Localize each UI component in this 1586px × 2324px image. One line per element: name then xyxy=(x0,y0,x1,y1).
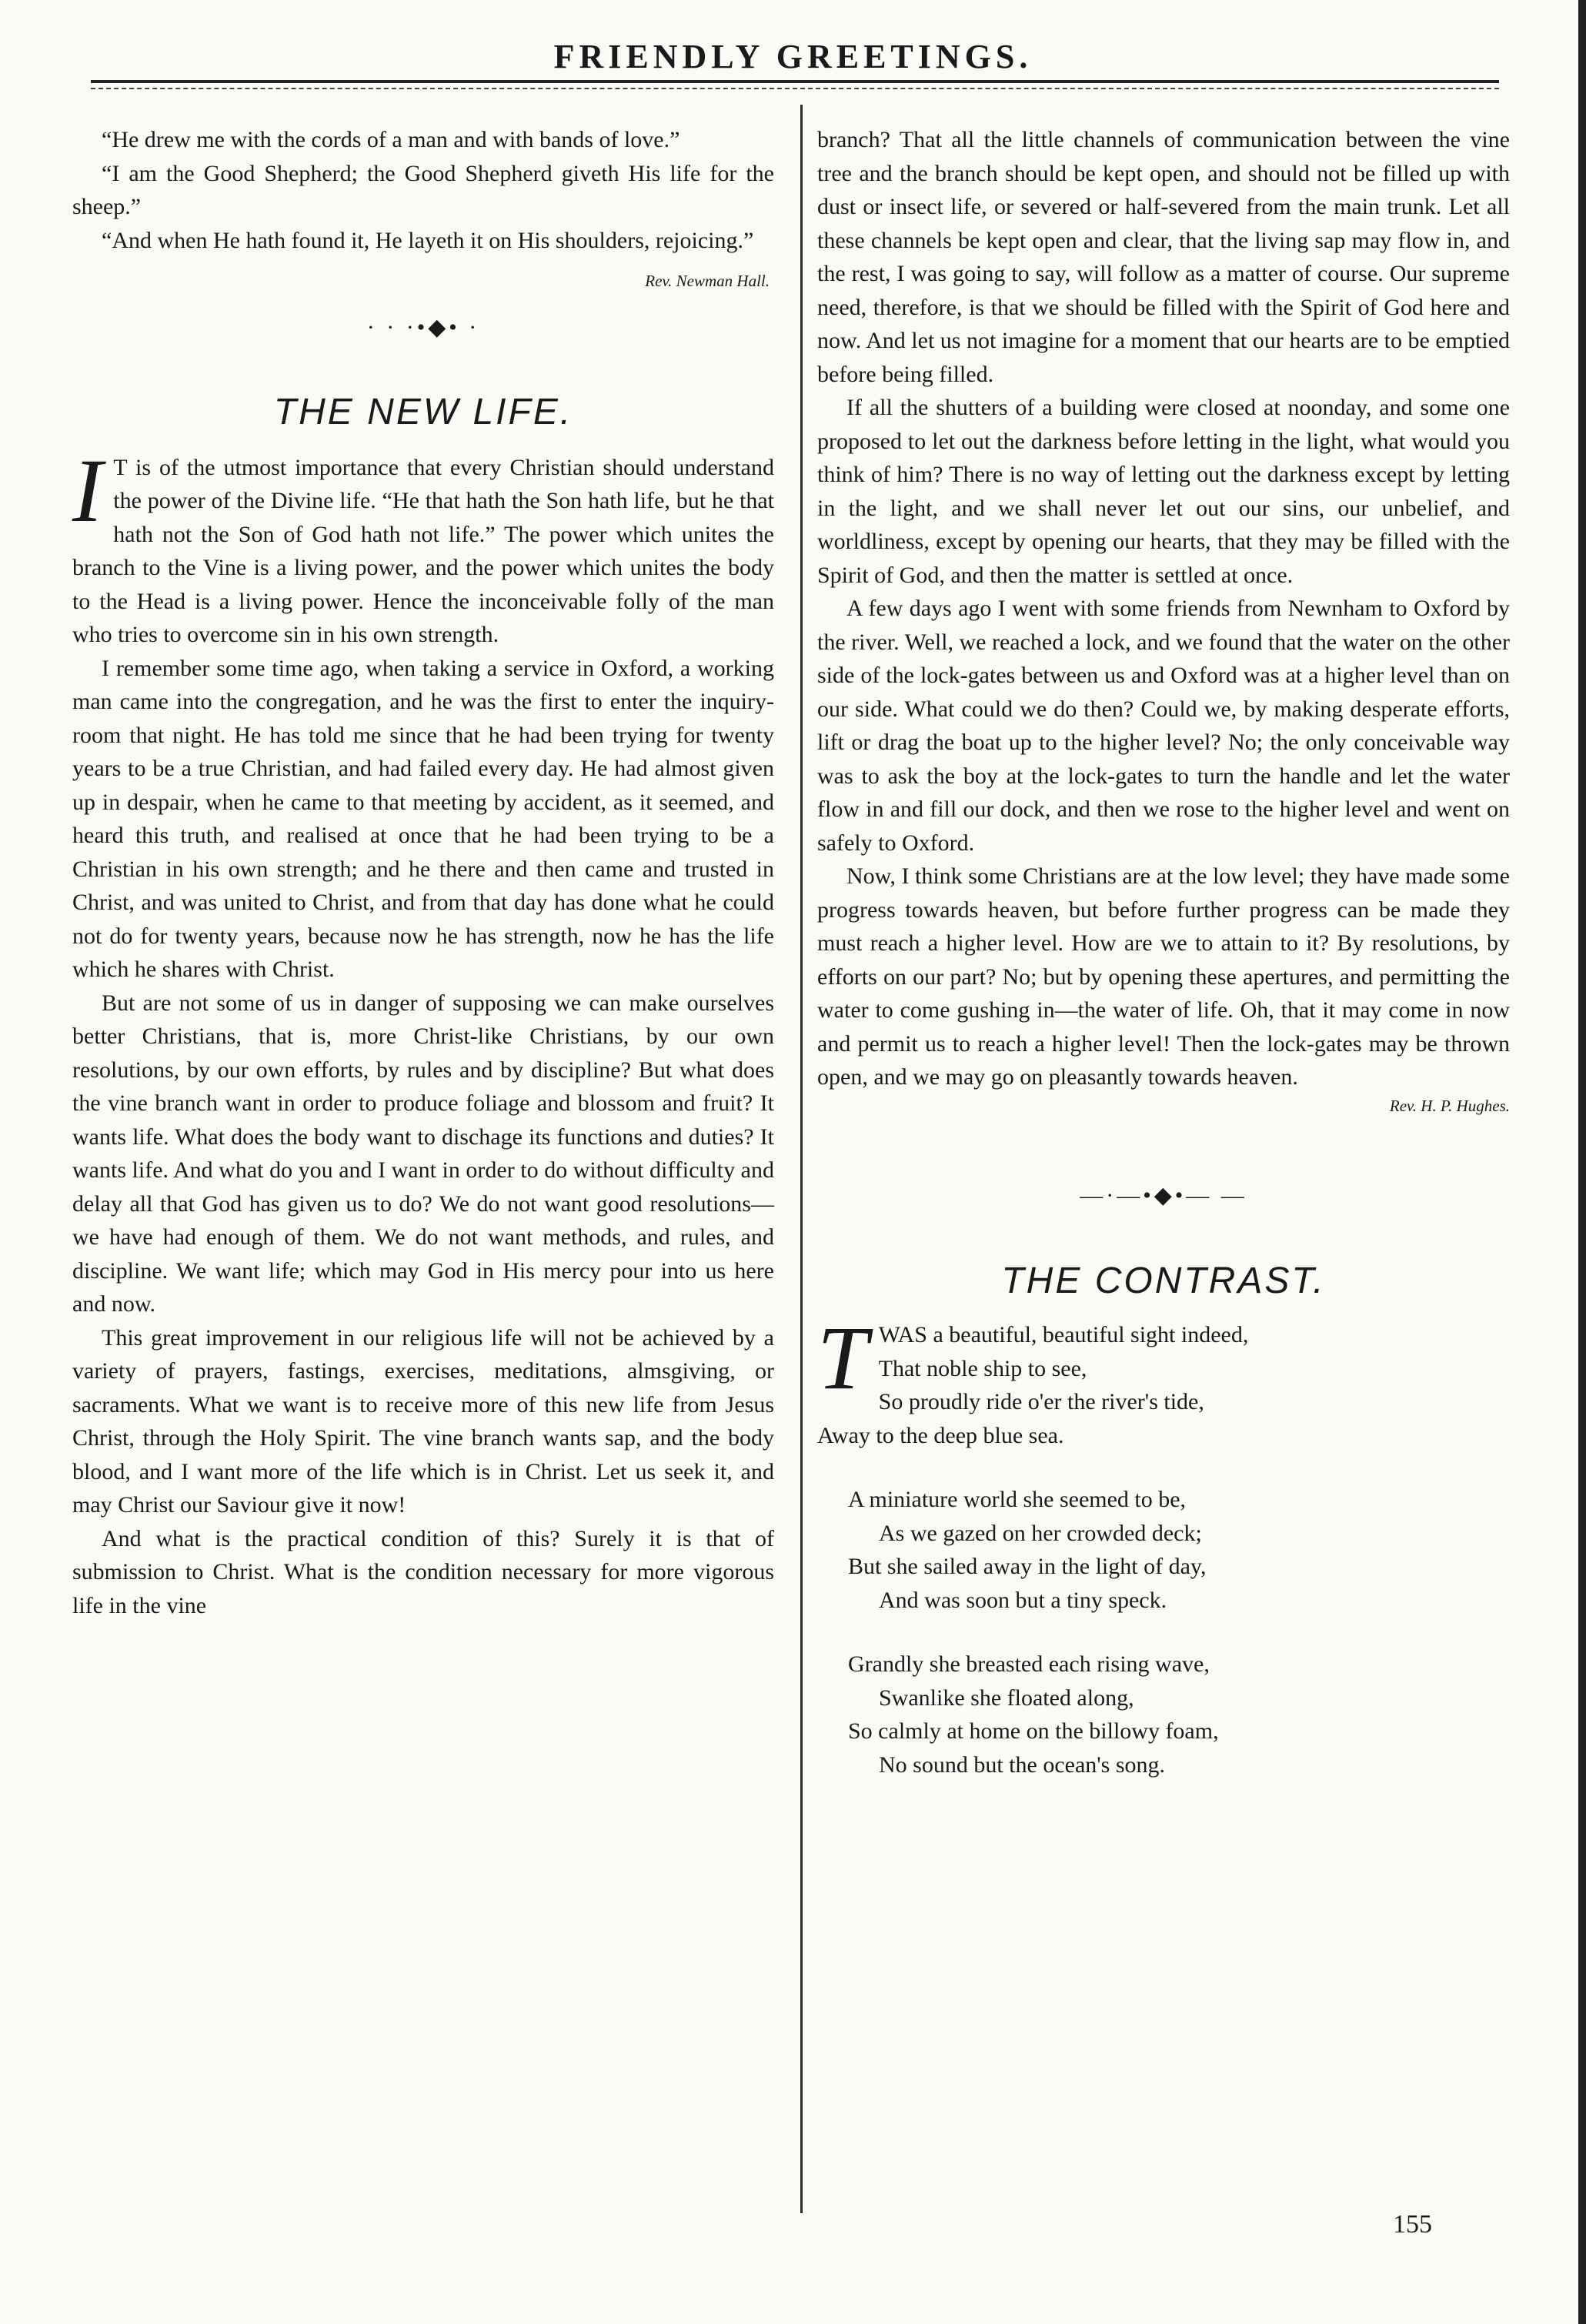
column-divider xyxy=(800,105,803,2213)
article-paragraph: And what is the practical condition of this? Surely it is that of submission to Christ. What is the condition necessary for more vigorous life in the vine xyxy=(72,1525,774,1618)
poem-line: Grandly she breasted each rising wave, xyxy=(848,1651,1210,1677)
poem-line: And was soon but a tiny speck. xyxy=(879,1587,1167,1613)
quote-line: “He drew me with the cords of a man and with bands of love.” xyxy=(102,127,680,152)
poem-line: So proudly ride o'er the river's tide, xyxy=(878,1389,1204,1414)
header-rule xyxy=(91,80,1499,89)
poem-stanza xyxy=(817,1307,1510,1452)
quote-line xyxy=(72,224,774,290)
poem-stanza xyxy=(817,1483,1510,1617)
poem-line: But she sailed away in the light of day, xyxy=(848,1554,1207,1579)
article-title-contrast: THE CONTRAST. xyxy=(1001,1261,1326,1301)
poem-line: As we gazed on her crowded deck; xyxy=(879,1520,1202,1546)
paragraph-text: T is of the utmost importance that every Christian should understand the power of the Divine life. “He that hath the Son hath life, but he that hath not the Son of God hath not life.” The power which unites the branch to the Vine is a living power, and the power which unites the body to the Head is a living power. Hence the inconceivable folly of the man who tries to overcome sin in his own strength. xyxy=(72,454,774,647)
right-column xyxy=(817,123,1510,1812)
poem-line: WAS a beautiful, beautiful sight indeed, xyxy=(878,1322,1249,1347)
poem-line: No sound but the ocean's song. xyxy=(879,1751,1166,1778)
article-paragraph xyxy=(72,439,774,652)
page-number: 155 xyxy=(1393,2210,1432,2239)
quote-line: “I am the Good Shepherd; the Good Shepherd giveth His life for the sheep.” xyxy=(72,160,774,219)
dropcap-letter: T xyxy=(817,1307,868,1408)
article-attribution: Rev. H. P. Hughes. xyxy=(1389,1096,1510,1115)
page-edge-shadow xyxy=(1578,0,1586,2324)
dropcap-letter: I xyxy=(72,439,103,541)
quote-line-text: “And when He hath found it, He layeth it on His shoulders, rejoicing.” xyxy=(102,227,754,253)
section-ornament: · · ·•◆• · xyxy=(366,315,480,340)
article-paragraph: I remember some time ago, when taking a service in Oxford, a working man came into the congregation, and he was the first to enter the inquiry-room that night. He has told me since that he had been trying for twenty years to be a true Christian, and had failed every day. He had almost given up in despair, when he came to that meeting by accident, as it seemed, and heard this truth, and realised at once that he had been trying to be a Christian in his own strength; and he there and then came and trusted in Christ, and was united to Christ, and from that day has done what he could not do for twenty years, because now he has strength, now he has the life which he shares with Christ. xyxy=(72,655,774,982)
poem-stanza xyxy=(817,1648,1510,1781)
article-paragraph: branch? That all the little channels of communication between the vine tree and the branch should be kept open, and should not be filled up with dust or insect life, or severed or half-severed from the main trunk. Let all these channels be kept open and clear, that the living sap may flow in, and the rest, I was going to say, will follow as a matter of course. Our supreme need, therefore, is that we should be filled with the Spirit of God here and now. And let us not imagine for a moment that our hearts are to be emptied before being filled. xyxy=(817,127,1510,387)
left-column xyxy=(72,123,774,1622)
poem-line: A miniature world she seemed to be, xyxy=(848,1487,1187,1512)
article-paragraph: If all the shutters of a building were closed at noonday, and some one proposed to let out the darkness before letting in the light, what would you think of him? There is no way of letting out the darkness except by letting in the light, and we shall never let out our sins, our unbelief, and worldliness, except by opening our hearts, that they may be filled with the Spirit of God, and then the matter is settled at once. xyxy=(817,395,1510,588)
section-ornament: —·—•◆•— — xyxy=(1080,1182,1247,1208)
article-title-new-life: THE NEW LIFE. xyxy=(273,391,573,432)
article-paragraph: A few days ago I went with some friends from Newnham to Oxford by the river. Well, we reached a lock, and we found that the water on the other side of the lock-gates between us and Oxford was at a higher level than on our side. What could we do then? Could we, by making desperate efforts, lift or drag the boat up to the higher level? No; the only conceivable way was to ask the boy at the lock-gates to turn the handle and let the water flow in and fill our dock, and then we rose to the higher level and went on safely to Oxford. xyxy=(817,596,1511,856)
poem-line: So calmly at home on the billowy foam, xyxy=(848,1718,1219,1744)
running-title: FRIENDLY GREETINGS. xyxy=(553,38,1033,75)
poem-line: Swanlike she floated along, xyxy=(879,1685,1134,1711)
poem-line: That noble ship to see, xyxy=(878,1355,1087,1381)
article-paragraph: But are not some of us in danger of supposing we can make ourselves better Christians, that is, more Christ-like Christians, by our own resolutions, by our own efforts, by rules and by discipline? But what does the vine branch want in order to produce foliage and blossom and fruit? It wants life. What does the body want to dischage its functions and duties? It wants life. And what do you and I want in order to do without difficulty and delay all that God has given us to do? We do not want good resolutions—we have had enough of them. We do not want methods, and rules, and discipline. We want life; which may God in His mercy pour into us here and now. xyxy=(72,990,774,1317)
article-paragraph: This great improvement in our religious life will not be achieved by a variety of prayers, fastings, exercises, meditations, almsgiving, or sacraments. What we want is to receive more of this new life from Jesus Christ, through the Holy Spirit. The vine branch wants sap, and the body blood, and I want more of the life which is in Christ. Let us seek it, and may Christ our Saviour give it now! xyxy=(72,1324,774,1518)
quote-attribution: Rev. Newman Hall. xyxy=(645,272,770,290)
poem-line: Away to the deep blue sea. xyxy=(817,1422,1064,1448)
article-paragraph: Now, I think some Christians are at the low level; they have made some progress towards heaven, but before further progress can be made they must reach a higher level. How are we to attain to it? By resolutions, by efforts on our part? No; but by opening these apertures, and permitting the water to come gushing in—the water of life. Oh, that it may come in now and permit us to reach a higher level! Then the lock-gates may be thrown open, and we may go on pleasantly towards heaven. xyxy=(817,863,1510,1090)
poem xyxy=(817,1307,1510,1781)
